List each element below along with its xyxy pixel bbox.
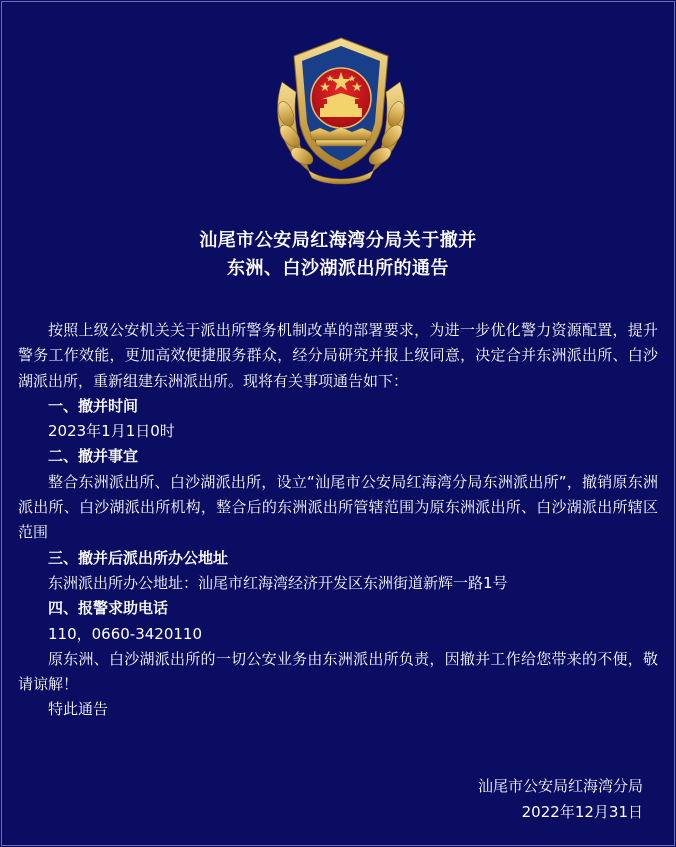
title-line-1: 汕尾市公安局红海湾分局关于撤并 <box>199 230 477 251</box>
section-4-heading: 四、报警求助电话 <box>48 599 169 618</box>
notice-title <box>0 227 676 283</box>
section-1-heading: 一、撤并时间 <box>48 396 139 415</box>
section-4-text: 110，0660-3420110 <box>48 624 203 643</box>
intro-paragraph: 按照上级公安机关关于派出所警务机制改革的部署要求，为进一步优化警力资源配置，提升警务工作效能，更加高效便捷服务群众，经分局研究并报上级同意，决定合并东洲派出所、白沙湖派出所，重新组建东洲派出所。现将有关事项通告如下： <box>18 321 658 390</box>
section-2-heading: 二、撤并事宜 <box>48 447 139 466</box>
closing-paragraph: 原东洲、白沙湖派出所的一切公安业务由东洲派出所负责，因撤并工作给您带来的不便，敬请谅解！ <box>18 649 658 694</box>
section-3-text: 东洲派出所办公地址：汕尾市红海湾经济开发区东洲街道新辉一路1号 <box>48 573 508 592</box>
police-emblem <box>270 32 412 188</box>
section-2-text: 整合东洲派出所、白沙湖派出所，设立“汕尾市公安局红海湾分局东洲派出所”，撤销原东洲派出所、白沙湖派出所机构，整合后的东洲派出所管辖范围为原东洲派出所、白沙湖派出所辖区范围 <box>18 472 658 542</box>
title-line-2: 东洲、白沙湖派出所的通告 <box>227 258 449 279</box>
section-1-text: 2023年1月1日0时 <box>48 422 175 441</box>
signature-block <box>478 773 643 825</box>
issuer-name: 汕尾市公安局红海湾分局 <box>477 777 643 795</box>
notice-end: 特此通告 <box>48 700 109 719</box>
issue-date: 2022年12月31日 <box>521 803 643 821</box>
section-3-heading: 三、撤并后派出所办公地址 <box>48 548 229 567</box>
notice-body <box>18 318 658 723</box>
